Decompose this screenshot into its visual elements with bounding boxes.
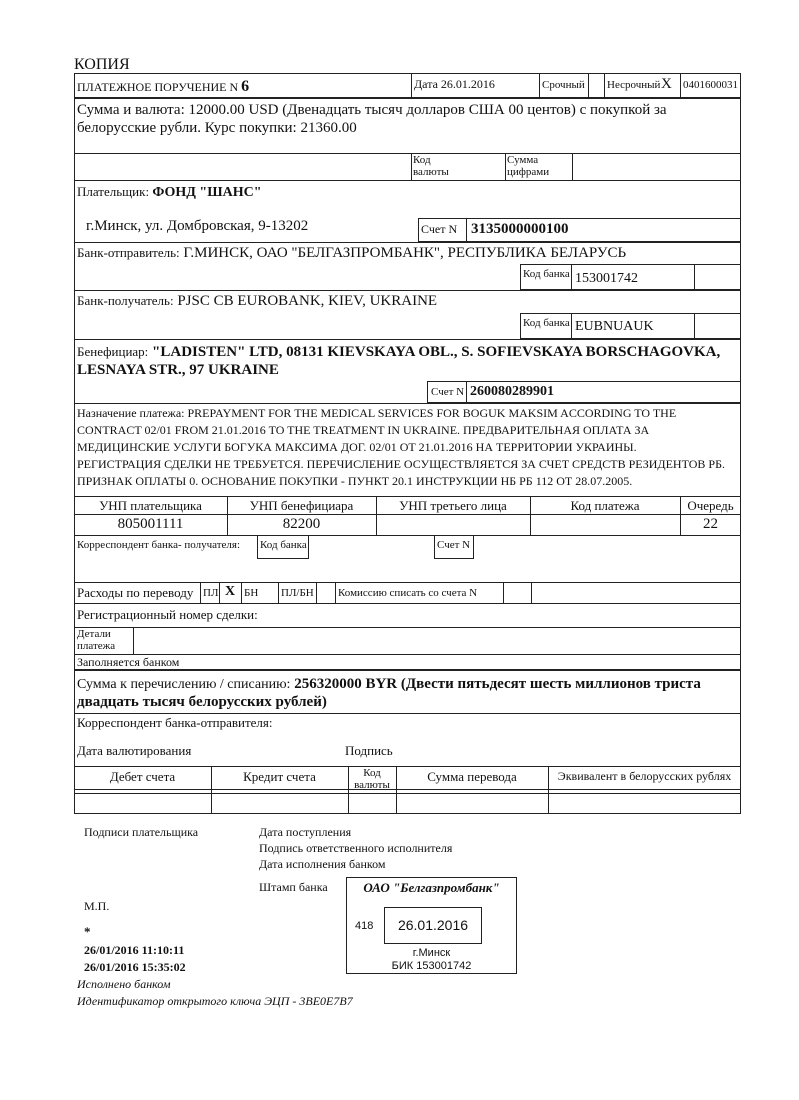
key-id-label: Идентификатор открытого ключа ЭЦП - 3BE0E7B7 bbox=[77, 994, 353, 1008]
payment-code-header: Код платежа bbox=[570, 498, 640, 513]
recipient-bank: Банк-получатель: PJSC CB EUROBANK, KIEV, UKRAINE bbox=[77, 293, 438, 309]
sender-bank-code: 153001742 bbox=[575, 271, 638, 286]
beneficiary-account-label: Счет N bbox=[431, 386, 465, 398]
order-number: 6 bbox=[241, 78, 250, 95]
purpose-line-4: РЕГИСТРАЦИЯ СДЕЛКИ НЕ ТРЕБУЕТСЯ. ПЕРЕЧИСЛЕНИЕ ОСУЩЕСТВЛЯЕТСЯ ЗА СЧЕТ СРЕДСТВ РЕЗИДЕНТОВ РБ. bbox=[77, 457, 725, 471]
timestamp-1: 26/01/2016 11:10:11 bbox=[84, 943, 185, 957]
recipient-bank-code: EUBNUAUK bbox=[575, 319, 654, 334]
mp-label: М.П. bbox=[84, 899, 110, 913]
beneficiary: Бенефициар: "LADISTEN" LTD, 08131 KIEVSKAYA OBL., S. SOFIEVSKAYA BORSCHAGOVKA, bbox=[77, 344, 721, 360]
amount-line-2: белорусские рубли. Курс покупки: 21360.00 bbox=[77, 120, 357, 136]
stamp-number: 418 bbox=[355, 920, 374, 932]
execution-date-label: Дата исполнения банком bbox=[259, 857, 386, 871]
recipient-bank-code-label: Код банка bbox=[523, 317, 570, 329]
urgent-label: Срочный bbox=[542, 79, 585, 91]
purpose-line-1: Назначение платежа: PREPAYMENT FOR THE MEDICAL SERVICES FOR BOGUK MAKSIM ACCORDING TO THE bbox=[77, 406, 677, 420]
payer-account: 3135000000100 bbox=[471, 221, 569, 237]
sender-correspondent-label: Корреспондент банка-отправителя: bbox=[77, 715, 273, 730]
fees-plbn: ПЛ/БН bbox=[281, 587, 314, 599]
purpose-line-3: МЕДИЦИНСКИЕ УСЛУГИ БОГУКА МАКСИМА ДОГ. 02/01 ОТ 21.01.2016 НА ТЕРРИТОРИИ УКРАИНЫ. bbox=[77, 440, 637, 454]
registration-label: Регистрационный номер сделки: bbox=[77, 607, 258, 622]
transfer-amount: Сумма к перечислению / списанию: 256320000 BYR (Двести пятьдесят шесть миллионов триста bbox=[77, 676, 701, 692]
stamp-bic: БИК 153001742 bbox=[391, 960, 472, 972]
queue-header: Очередь bbox=[687, 498, 734, 513]
sender-bank-code-label: Код банка bbox=[523, 268, 570, 280]
purpose-line-5: ПРИЗНАК ОПЛАТЫ 0. ОСНОВАНИЕ ПОКУПКИ - ПУНКТ 20.1 ИНСТРУКЦИИ НБ РБ 112 ОТ 28.07.2005. bbox=[77, 474, 633, 488]
correspondent-label: Корреспондент банка- получателя: bbox=[77, 539, 241, 551]
non-urgent-label: Несрочный bbox=[607, 79, 661, 91]
beneficiary-line-1: "LADISTEN" LTD, 08131 KIEVSKAYA OBL., S. SOFIEVSKAYA BORSCHAGOVKA, bbox=[152, 344, 721, 360]
stamp-bank-name: ОАО "Белгазпромбанк" bbox=[363, 880, 500, 895]
payment-order-title: ПЛАТЕЖНОЕ ПОРУЧЕНИЕ N 6 bbox=[77, 78, 250, 95]
transfer-sum-header: Сумма перевода bbox=[427, 769, 517, 784]
stamp-date: 26.01.2016 bbox=[397, 917, 469, 933]
beneficiary-account: 260080289901 bbox=[470, 384, 554, 399]
amount-line-1: Сумма и валюта: 12000.00 USD (Двенадцать тысяч долларов США 00 центов) с покупкой за bbox=[77, 102, 667, 118]
transfer-amount-line-2: двадцать тысяч белорусских рублей) bbox=[77, 694, 327, 710]
unp-beneficiary-header: УНП бенефициара bbox=[249, 498, 354, 513]
credit-header: Кредит счета bbox=[243, 769, 316, 784]
form-code: 0401600031 bbox=[683, 79, 738, 91]
correspondent-code-label: Код банка bbox=[260, 539, 307, 551]
unp-third-party-header: УНП третьего лица bbox=[399, 498, 507, 513]
beneficiary-line-2: LESNAYA STR., 97 UKRAINE bbox=[77, 362, 279, 378]
recipient-bank-name: PJSC CB EUROBANK, KIEV, UKRAINE bbox=[177, 293, 438, 309]
currency-code-header: Код валюты bbox=[354, 767, 390, 791]
bank-stamp-label: Штамп банка bbox=[259, 880, 328, 894]
fees-mark: X bbox=[225, 584, 236, 599]
payer-signatures-label: Подписи плательщика bbox=[84, 825, 199, 839]
asterisk: * bbox=[84, 924, 91, 939]
sender-bank-name: Г.МИНСК, ОАО "БЕЛГАЗПРОМБАНК", РЕСПУБЛИКА БЕЛАРУСЬ bbox=[183, 245, 627, 261]
value-date-label: Дата валютирования bbox=[77, 743, 192, 758]
debit-header: Дебет счета bbox=[109, 769, 176, 784]
executor-signature-label: Подпись ответственного исполнителя bbox=[259, 841, 453, 855]
unp-payer-value: 805001111 bbox=[117, 516, 184, 532]
copy-label: КОПИЯ bbox=[74, 56, 130, 73]
currency-code-label: Код валюты bbox=[413, 154, 449, 178]
signature-label: Подпись bbox=[345, 743, 393, 758]
sender-bank: Банк-отправитель: Г.МИНСК, ОАО "БЕЛГАЗПРОМБАНК", РЕСПУБЛИКА БЕЛАРУСЬ bbox=[77, 245, 627, 261]
payer-address: г.Минск, ул. Домбровская, 9-13202 bbox=[86, 218, 309, 234]
stamp-city: г.Минск bbox=[412, 947, 451, 959]
purpose-line-2: CONTRACT 02/01 FROM 21.01.2016 TO THE TREATMENT IN UKRAINE. ПРЕДВАРИТЕЛЬНАЯ ОПЛАТА ЗА bbox=[77, 423, 650, 437]
executed-label: Исполнено банком bbox=[77, 977, 171, 991]
receipt-date-label: Дата поступления bbox=[259, 825, 352, 839]
transfer-amount-value: 256320000 BYR (Двести пятьдесят шесть миллионов триста bbox=[294, 676, 701, 692]
fees-bn: БН bbox=[244, 587, 259, 599]
payment-details-label: Детали платежа bbox=[77, 628, 116, 652]
non-urgent-mark: X bbox=[661, 76, 672, 92]
byr-equivalent-header: Эквивалент в белорусских рублях bbox=[557, 769, 732, 783]
payer-label: Плательщик: ФОНД "ШАНС" bbox=[77, 184, 262, 200]
payer-name: ФОНД "ШАНС" bbox=[152, 185, 262, 200]
fees-pl: ПЛ bbox=[203, 587, 219, 599]
bank-fill-label: Заполняется банком bbox=[77, 655, 180, 669]
timestamp-2: 26/01/2016 15:35:02 bbox=[84, 960, 186, 974]
order-date: Дата 26.01.2016 bbox=[414, 77, 495, 91]
unp-beneficiary-value: 82200 bbox=[282, 516, 321, 532]
fees-label: Расходы по переводу bbox=[77, 585, 194, 600]
queue-value: 22 bbox=[703, 516, 718, 532]
amount-digits-label: Сумма цифрами bbox=[507, 154, 550, 178]
payer-account-label: Счет N bbox=[421, 222, 458, 236]
correspondent-account-label: Счет N bbox=[437, 539, 471, 551]
fees-commission: Комиссию списать со счета N bbox=[338, 587, 478, 599]
unp-payer-header: УНП плательщика bbox=[99, 498, 202, 513]
